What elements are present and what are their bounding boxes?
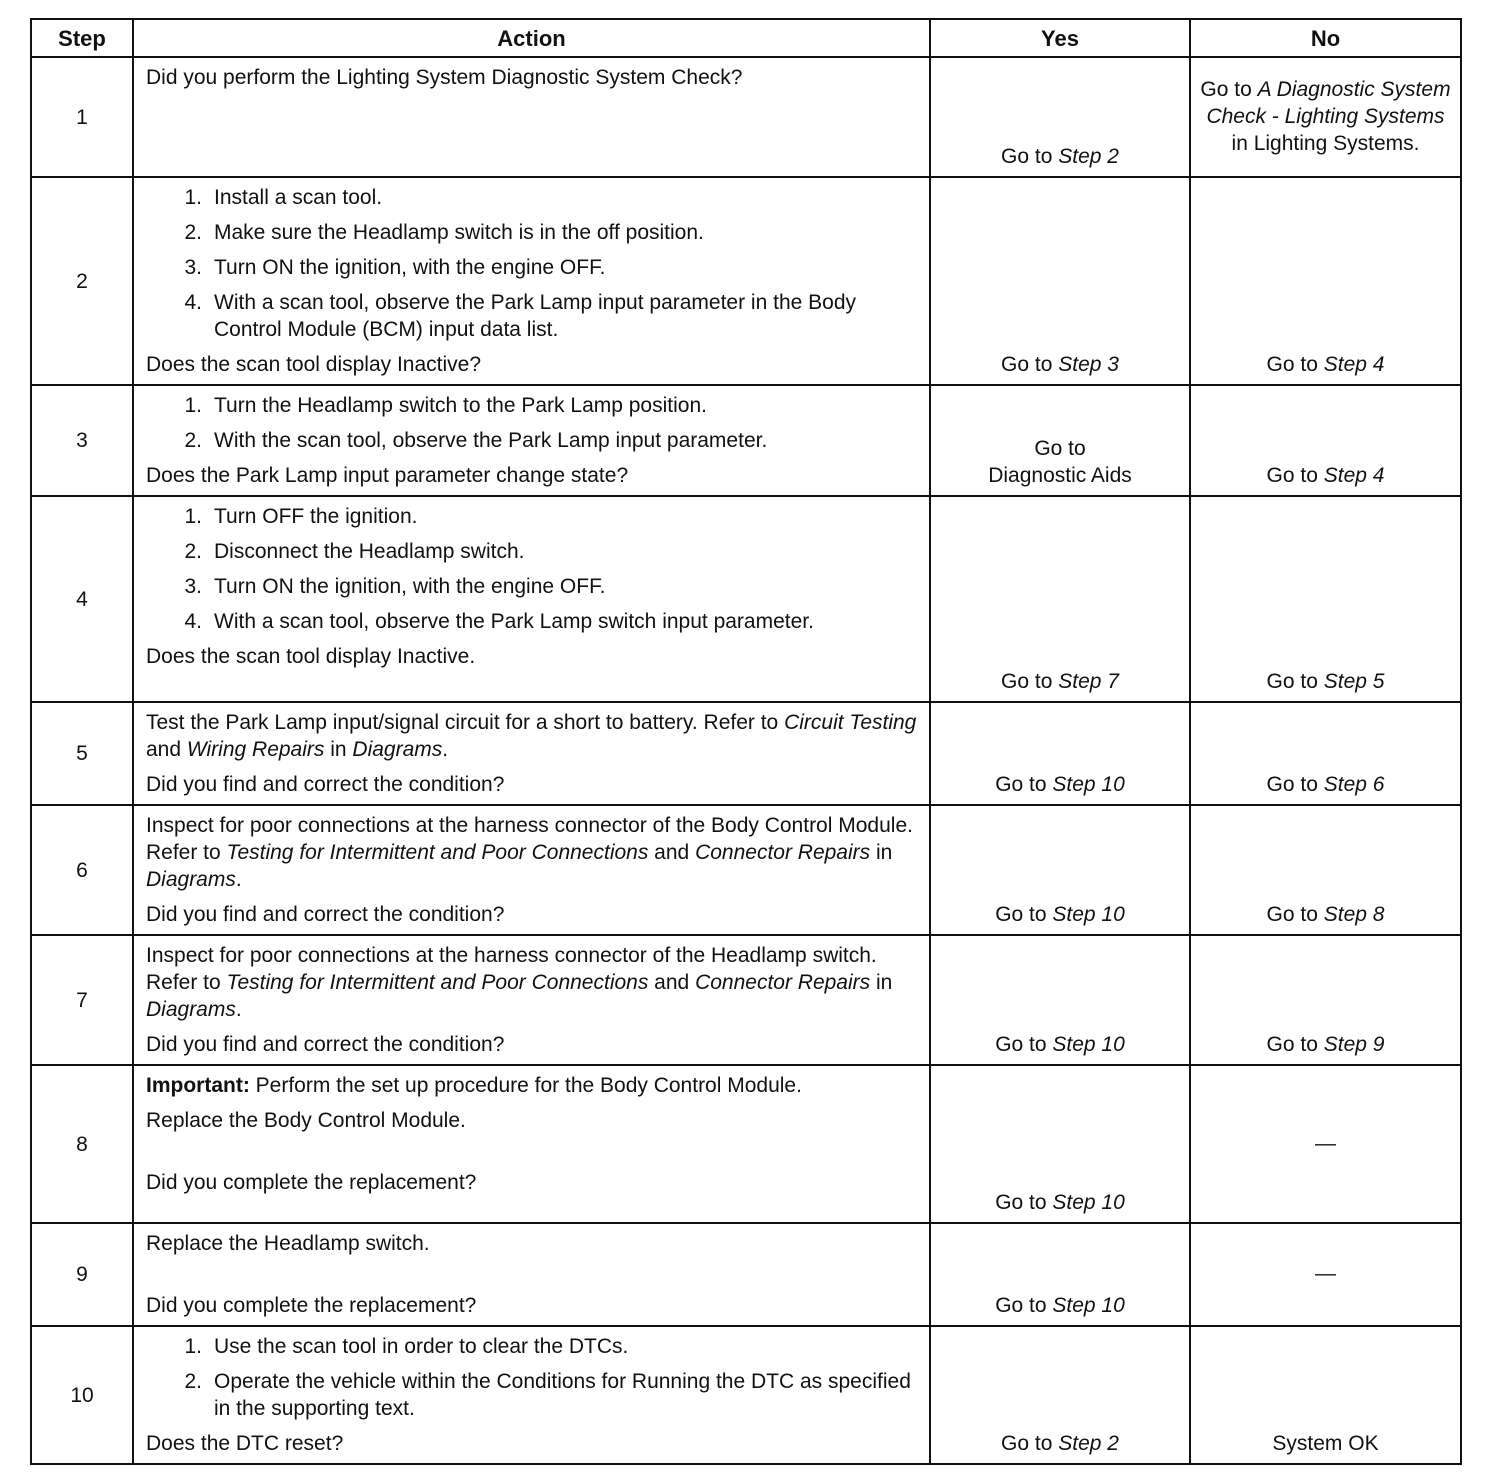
action-instruction: Test the Park Lamp input/signal circuit for a short to battery. Refer to Circuit Testing and Wiring Repairs in Diagrams. — [146, 711, 917, 761]
action-question: Did you find and correct the condition? — [146, 773, 505, 796]
yes-prefix: Go to — [1034, 437, 1086, 460]
action-cell — [133, 805, 930, 935]
action-instruction: Replace the Body Control Module. — [146, 1109, 466, 1132]
action-question: Does the DTC reset? — [146, 1432, 344, 1455]
table-row — [31, 57, 1461, 177]
no-cell: Go to Step 4 — [1190, 385, 1461, 496]
step-number: 7 — [31, 935, 133, 1065]
no-step-link[interactable]: Step 5 — [1323, 670, 1385, 693]
yes-cell: Go to Step 10 — [930, 805, 1190, 935]
action-cell — [133, 1223, 930, 1326]
diagnostic-table — [30, 18, 1462, 1465]
yes-cell — [930, 385, 1190, 496]
list-item: 1. Use the scan tool in order to clear the DTCs. — [184, 1335, 629, 1358]
step-number: 5 — [31, 702, 133, 805]
no-cell: Go to Step 8 — [1190, 805, 1461, 935]
action-question: Did you complete the replacement? — [146, 1171, 477, 1194]
action-cell — [133, 57, 930, 177]
step-number: 4 — [31, 496, 133, 702]
connector-repairs-link[interactable]: Connector Repairs — [695, 971, 871, 994]
action-cell — [133, 177, 930, 385]
yes-diagnostic-aids-link[interactable]: Diagnostic Aids — [988, 464, 1132, 487]
yes-cell — [930, 57, 1190, 177]
action-instruction: Inspect for poor connections at the harness connector of the Body Control Module. Refer to Testing for Intermittent and Poor Connections and Connector Repairs in Diagrams. — [146, 814, 913, 891]
action-list — [146, 503, 919, 635]
list-item: 4. With a scan tool, observe the Park Lamp switch input parameter. — [184, 610, 814, 633]
no-suffix: in Lighting Systems. — [1231, 131, 1420, 155]
yes-cell: Go to Step 10 — [930, 935, 1190, 1065]
action-list — [146, 392, 919, 454]
no-dash: — — [1315, 1131, 1336, 1155]
no-step-link[interactable]: Step 6 — [1323, 773, 1385, 796]
yes-step-link[interactable]: Step 10 — [1052, 773, 1125, 796]
yes-cell: Go to Step 10 — [930, 702, 1190, 805]
action-cell — [133, 385, 930, 496]
yes-cell: Go to Step 2 — [930, 1326, 1190, 1464]
list-item: 2. Operate the vehicle within the Conditions for Running the DTC as specified in the supporting text. — [184, 1370, 911, 1420]
action-cell — [133, 702, 930, 805]
no-step-link[interactable]: Step 8 — [1323, 903, 1385, 926]
action-instruction: Inspect for poor connections at the harness connector of the Headlamp switch. Refer to Testing for Intermittent and Poor Connections and Connector Repairs in Diagrams. — [146, 944, 893, 1021]
intermittent-connections-link[interactable]: Testing for Intermittent and Poor Connections — [226, 971, 649, 994]
header-step: Step — [31, 19, 133, 57]
yes-step-link[interactable]: Step 2 — [1058, 145, 1119, 168]
diagrams-link[interactable]: Diagrams — [146, 998, 236, 1021]
important-note: Important: Perform the set up procedure for the Body Control Module. — [146, 1074, 802, 1097]
yes-prefix: Go to — [1001, 145, 1059, 168]
diagrams-link[interactable]: Diagrams — [146, 868, 236, 891]
yes-step-link[interactable]: Step 10 — [1052, 1294, 1125, 1317]
list-item: 3. Turn ON the ignition, with the engine OFF. — [184, 575, 606, 598]
no-cell — [1190, 1065, 1461, 1223]
important-label: Important: — [146, 1074, 250, 1097]
action-instruction: Replace the Headlamp switch. — [146, 1232, 430, 1255]
step-number: 2 — [31, 177, 133, 385]
header-action: Action — [133, 19, 930, 57]
yes-step-link[interactable]: Step 7 — [1058, 670, 1119, 693]
action-question: Does the scan tool display Inactive? — [146, 353, 482, 376]
no-cell — [1190, 57, 1461, 177]
table-row — [31, 702, 1461, 805]
action-question: Did you perform the Lighting System Diagnostic System Check? — [146, 66, 743, 89]
table-row — [31, 1065, 1461, 1223]
action-cell — [133, 935, 930, 1065]
wiring-repairs-link[interactable]: Wiring Repairs — [186, 738, 325, 761]
no-diagnostic-link[interactable]: A Diagnostic System Check - Lighting Systems — [1206, 77, 1451, 128]
list-item: 2. With the scan tool, observe the Park Lamp input parameter. — [184, 429, 768, 452]
yes-step-link[interactable]: Step 2 — [1058, 1432, 1119, 1455]
no-step-link[interactable]: Step 4 — [1323, 353, 1385, 376]
list-item: 1. Turn OFF the ignition. — [184, 505, 418, 528]
no-dash: — — [1315, 1262, 1336, 1285]
connector-repairs-link[interactable]: Connector Repairs — [695, 841, 871, 864]
no-cell: Go to Step 9 — [1190, 935, 1461, 1065]
circuit-testing-link[interactable]: Circuit Testing — [784, 711, 917, 734]
yes-cell: Go to Step 10 — [930, 1065, 1190, 1223]
header-yes: Yes — [930, 19, 1190, 57]
list-item: 1. Turn the Headlamp switch to the Park Lamp position. — [184, 394, 707, 417]
action-question: Does the Park Lamp input parameter change state? — [146, 464, 629, 487]
no-cell — [1190, 1223, 1461, 1326]
header-row — [31, 19, 1461, 57]
table-row — [31, 805, 1461, 935]
diagrams-link[interactable]: Diagrams — [352, 738, 443, 761]
step-number: 9 — [31, 1223, 133, 1326]
yes-cell: Go to Step 10 — [930, 1223, 1190, 1326]
step-number: 1 — [31, 57, 133, 177]
action-cell — [133, 1065, 930, 1223]
action-list — [146, 1333, 919, 1422]
list-item: 2. Make sure the Headlamp switch is in the off position. — [184, 221, 704, 244]
table-row — [31, 496, 1461, 702]
action-question: Does the scan tool display Inactive. — [146, 645, 476, 668]
no-cell — [1190, 1326, 1461, 1464]
action-question: Did you find and correct the condition? — [146, 903, 505, 926]
list-item: 3. Turn ON the ignition, with the engine OFF. — [184, 256, 606, 279]
no-cell: Go to Step 4 — [1190, 177, 1461, 385]
action-cell — [133, 1326, 930, 1464]
yes-step-link[interactable]: Step 10 — [1052, 1191, 1125, 1214]
no-step-link[interactable]: Step 9 — [1323, 1033, 1385, 1056]
no-prefix: Go to — [1200, 77, 1258, 101]
yes-cell: Go to Step 7 — [930, 496, 1190, 702]
list-item: 1. Install a scan tool. — [184, 186, 383, 209]
step-number: 6 — [31, 805, 133, 935]
yes-step-link[interactable]: Step 10 — [1052, 1033, 1125, 1056]
step-number: 8 — [31, 1065, 133, 1223]
step-number: 3 — [31, 385, 133, 496]
action-cell — [133, 496, 930, 702]
no-cell: Go to Step 5 — [1190, 496, 1461, 702]
table-row — [31, 935, 1461, 1065]
system-ok-text: System OK — [1272, 1432, 1379, 1455]
table-row — [31, 177, 1461, 385]
table-row — [31, 385, 1461, 496]
step-number: 10 — [31, 1326, 133, 1464]
action-question: Did you find and correct the condition? — [146, 1033, 505, 1056]
list-item: 4. With a scan tool, observe the Park Lamp input parameter in the Body Control Module (BCM) input data list. — [184, 291, 857, 341]
table-row — [31, 1326, 1461, 1464]
action-list — [146, 184, 919, 343]
table-row — [31, 1223, 1461, 1326]
header-no: No — [1190, 19, 1461, 57]
yes-step-link[interactable]: Step 3 — [1058, 353, 1119, 376]
yes-cell: Go to Step 3 — [930, 177, 1190, 385]
no-cell: Go to Step 6 — [1190, 702, 1461, 805]
list-item: 2. Disconnect the Headlamp switch. — [184, 540, 525, 563]
no-step-link[interactable]: Step 4 — [1323, 464, 1385, 487]
intermittent-connections-link[interactable]: Testing for Intermittent and Poor Connections — [226, 841, 649, 864]
action-question: Did you complete the replacement? — [146, 1294, 477, 1317]
yes-step-link[interactable]: Step 10 — [1052, 903, 1125, 926]
